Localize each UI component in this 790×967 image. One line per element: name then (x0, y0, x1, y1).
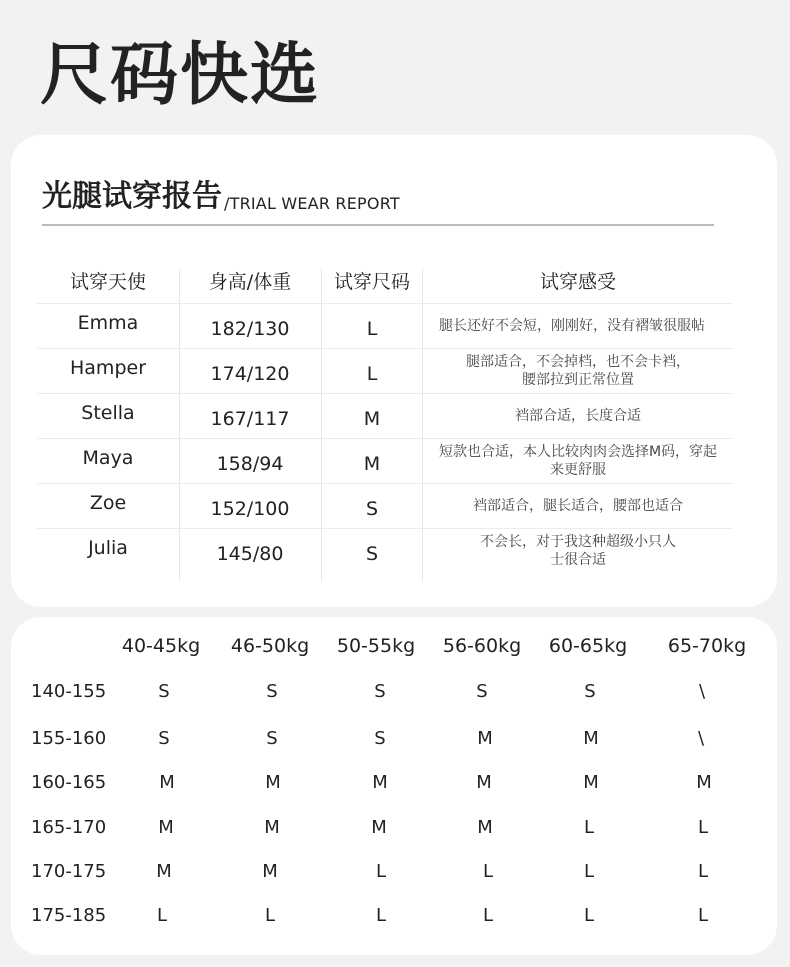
size-chart-card (11, 617, 777, 955)
weight-label: 50-55kg (336, 635, 416, 657)
header-size: 试穿尺码 (333, 270, 410, 293)
weight-header-row (11, 635, 777, 663)
size-row (11, 772, 777, 798)
height-label: 170-175 (31, 861, 107, 882)
tester-name: Hamper (70, 357, 146, 379)
height-label: 160-165 (31, 772, 107, 793)
table-row (37, 303, 733, 348)
height-weight: 167/117 (210, 408, 290, 430)
feedback: 裆部适合，腿长适合，腰部也适合 (473, 498, 683, 514)
size-cell: M (477, 728, 493, 749)
feedback: 腿长还好不会短，刚刚好，没有褶皱很服帖 (439, 318, 705, 334)
trial-report-table (37, 257, 733, 573)
size-cell: S (584, 681, 596, 702)
trial-report-card (11, 135, 777, 607)
tried-size: L (366, 363, 378, 385)
table-row (37, 528, 733, 573)
height-label: 155-160 (31, 728, 107, 749)
size-cell: L (583, 817, 595, 838)
weight-label: 56-60kg (442, 635, 522, 657)
tester-name: Julia (88, 537, 128, 559)
size-cell: L (697, 861, 709, 882)
table-header-row (37, 257, 733, 303)
height-weight: 174/120 (210, 363, 290, 385)
size-cell: M (583, 728, 599, 749)
header-feedback: 试穿感受 (539, 270, 616, 293)
size-cell: M (476, 772, 492, 793)
table-row (37, 483, 733, 528)
size-cell: L (264, 905, 276, 926)
size-cell: L (583, 905, 595, 926)
table-row (37, 438, 733, 483)
size-cell: S (374, 728, 386, 749)
height-label: 140-155 (31, 681, 107, 702)
tester-name: Stella (81, 402, 135, 424)
size-cell: L (482, 905, 494, 926)
page-title: 尺码快选 (40, 36, 321, 115)
weight-label: 40-45kg (121, 635, 201, 657)
size-cell: L (583, 861, 595, 882)
header-height-weight: 身高/体重 (208, 270, 292, 293)
feedback: 裆部合适，长度合适 (515, 408, 641, 424)
size-cell: \ (697, 728, 705, 749)
tester-name: Zoe (89, 492, 127, 514)
size-cell: L (482, 861, 494, 882)
tester-name: Emma (77, 312, 139, 334)
size-cell: M (156, 861, 172, 882)
size-cell: M (696, 772, 712, 793)
tried-size: M (363, 453, 381, 475)
feedback: 腿部适合，不会掉档，也不会卡裆，腰部拉到正常位置 (466, 354, 690, 388)
size-cell: M (262, 861, 278, 882)
height-weight: 182/130 (210, 318, 290, 340)
report-heading (42, 177, 400, 217)
size-cell: L (697, 817, 709, 838)
size-row (11, 728, 777, 754)
report-title-en: /TRIAL WEAR REPORT (224, 194, 400, 213)
size-cell: S (266, 681, 278, 702)
size-cell: M (477, 817, 493, 838)
size-row (11, 861, 777, 887)
tried-size: S (365, 543, 379, 565)
height-label: 165-170 (31, 817, 107, 838)
size-cell: M (159, 772, 175, 793)
height-label: 175-185 (31, 905, 107, 926)
size-cell: M (371, 817, 387, 838)
height-weight: 152/100 (210, 498, 290, 520)
size-row (11, 817, 777, 843)
feedback: 不会长，对于我这种超级小只人士很合适 (480, 534, 676, 568)
tried-size: M (363, 408, 381, 430)
report-divider (42, 224, 714, 226)
size-cell: \ (698, 681, 706, 702)
size-row (11, 681, 777, 707)
height-weight: 145/80 (216, 543, 284, 565)
header-tester: 试穿天使 (69, 270, 146, 293)
size-cell: M (158, 817, 174, 838)
height-weight: 158/94 (216, 453, 284, 475)
table-row (37, 393, 733, 438)
size-cell: L (375, 861, 387, 882)
size-cell: S (158, 728, 170, 749)
size-cell: S (266, 728, 278, 749)
tried-size: L (366, 318, 378, 340)
size-cell: S (476, 681, 488, 702)
size-cell: S (374, 681, 386, 702)
report-title-zh: 光腿试穿报告 (42, 179, 222, 214)
tried-size: S (365, 498, 379, 520)
size-cell: S (158, 681, 170, 702)
size-cell: M (372, 772, 388, 793)
weight-label: 46-50kg (230, 635, 310, 657)
size-cell: M (265, 772, 281, 793)
size-row (11, 905, 777, 931)
size-cell: L (697, 905, 709, 926)
size-cell: L (375, 905, 387, 926)
tester-name: Maya (82, 447, 134, 469)
size-cell: M (583, 772, 599, 793)
size-cell: L (156, 905, 168, 926)
size-cell: M (264, 817, 280, 838)
feedback: 短款也合适，本人比较肉肉会选择M码，穿起来更舒服 (438, 444, 718, 478)
weight-label: 65-70kg (667, 635, 747, 657)
table-row (37, 348, 733, 393)
weight-label: 60-65kg (548, 635, 628, 657)
